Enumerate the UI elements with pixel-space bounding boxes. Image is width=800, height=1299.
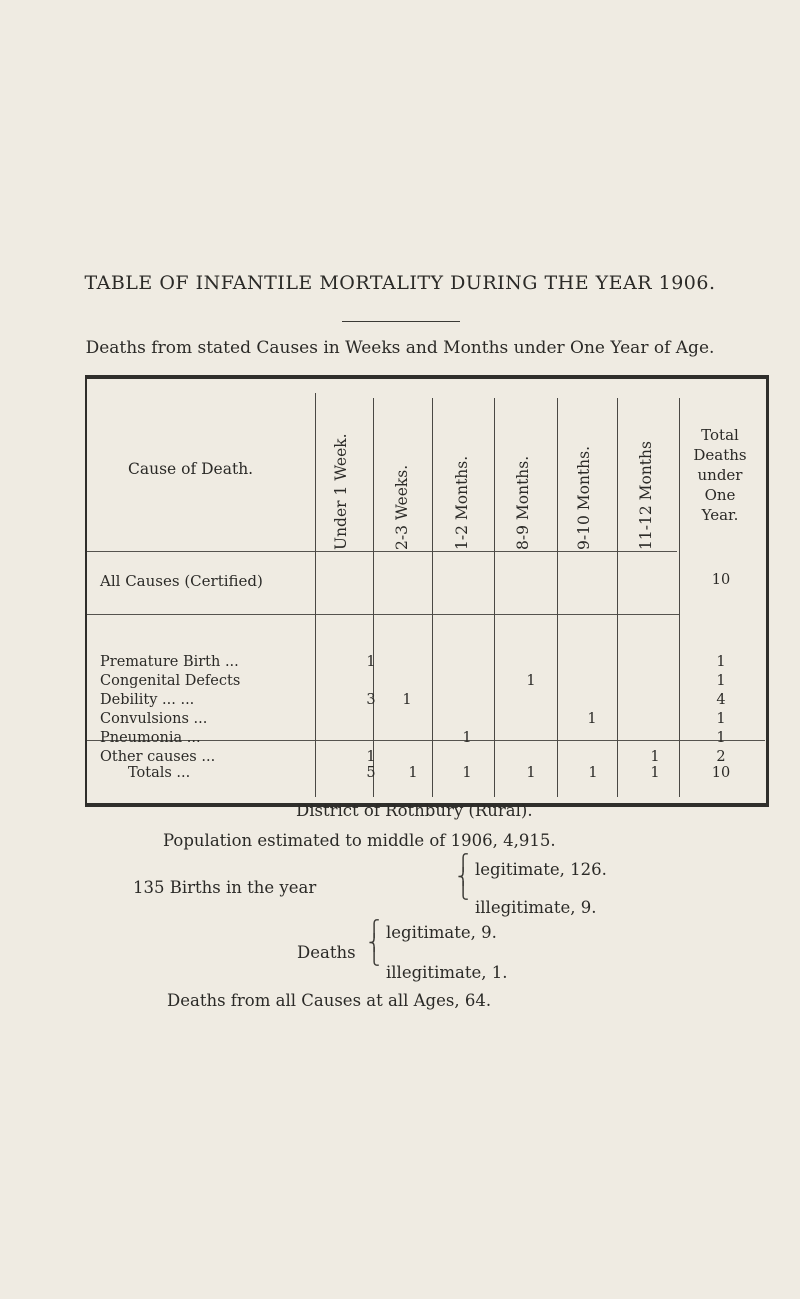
- row-cause: Convulsions ...: [100, 711, 208, 727]
- title-divider: [342, 321, 460, 322]
- table-cell: 1: [716, 673, 726, 689]
- certified-label: All Causes (Certified): [100, 572, 263, 590]
- totals-total: 10: [711, 765, 731, 781]
- table-cell: 1: [366, 654, 376, 670]
- table-cell: 1: [716, 730, 726, 746]
- totals-divider-right: [317, 740, 765, 741]
- col-line: [315, 393, 316, 797]
- table-cell: 1: [526, 673, 536, 689]
- page-title: TABLE OF INFANTILE MORTALITY DURING THE YEAR 1906.: [84, 272, 716, 294]
- births-legitimate: legitimate, 126.: [475, 860, 607, 879]
- table-cell: 4: [716, 692, 726, 708]
- all-deaths-line: Deaths from all Causes at all Ages, 64.: [167, 991, 492, 1010]
- table-cell: 1: [402, 692, 412, 708]
- deaths-brace: ⎧ ⎨ ⎩: [368, 919, 380, 966]
- table-cell: 1: [716, 711, 726, 727]
- page-subtitle: Deaths from stated Causes in Weeks and Months under One Year of Age.: [85, 338, 715, 358]
- col-line: [373, 398, 374, 797]
- certified-divider: [87, 614, 679, 615]
- period-header: 11-12 Months: [637, 441, 655, 550]
- cause-header: Cause of Death.: [128, 460, 254, 478]
- header-divider: [87, 551, 677, 552]
- births-label: 135 Births in the year: [133, 878, 317, 897]
- births-illegitimate: illegitimate, 9.: [475, 898, 597, 917]
- table-cell: 1: [650, 749, 660, 765]
- row-cause: Pneumonia ...: [100, 730, 201, 746]
- table-cell: 1: [366, 749, 376, 765]
- table-cell: 1: [587, 711, 597, 727]
- totals-cell: 1: [588, 765, 598, 781]
- totals-cell: 1: [650, 765, 660, 781]
- period-header: 1-2 Months.: [453, 455, 471, 550]
- certified-total: 10: [711, 572, 731, 588]
- totals-cell: 1: [408, 765, 418, 781]
- totals-label: Totals ...: [128, 765, 191, 781]
- col-line: [679, 398, 680, 797]
- district-line: District of Rothbury (Rural).: [296, 801, 533, 820]
- deaths-label: Deaths: [297, 943, 356, 962]
- col-line: [432, 398, 433, 797]
- row-cause: Other causes ...: [100, 749, 216, 765]
- totals-cell: 5: [366, 765, 376, 781]
- row-cause: Debility ... ...: [100, 692, 195, 708]
- col-line: [557, 398, 558, 797]
- period-header: Under 1 Week.: [332, 433, 350, 550]
- deaths-legitimate: legitimate, 9.: [386, 923, 497, 942]
- totals-cell: 1: [462, 765, 472, 781]
- col-line: [494, 398, 495, 797]
- population-line: Population estimated to middle of 1906, 4,915.: [163, 831, 556, 850]
- births-brace: ⎧ ⎨ ⎩: [457, 853, 469, 900]
- table-cell: 2: [716, 749, 726, 765]
- row-cause: Congenital Defects: [100, 673, 241, 689]
- period-header: 8-9 Months.: [514, 455, 532, 550]
- table-cell: 1: [462, 730, 472, 746]
- table-cell: 1: [716, 654, 726, 670]
- total-header: Total Deaths under One Year.: [693, 426, 747, 524]
- deaths-illegitimate: illegitimate, 1.: [386, 963, 508, 982]
- row-cause: Premature Birth ...: [100, 654, 239, 670]
- col-line: [617, 398, 618, 797]
- period-header: 9-10 Months.: [575, 445, 593, 550]
- period-header: 2-3 Weeks.: [393, 464, 411, 550]
- totals-cell: 1: [526, 765, 536, 781]
- table-cell: 3: [366, 692, 376, 708]
